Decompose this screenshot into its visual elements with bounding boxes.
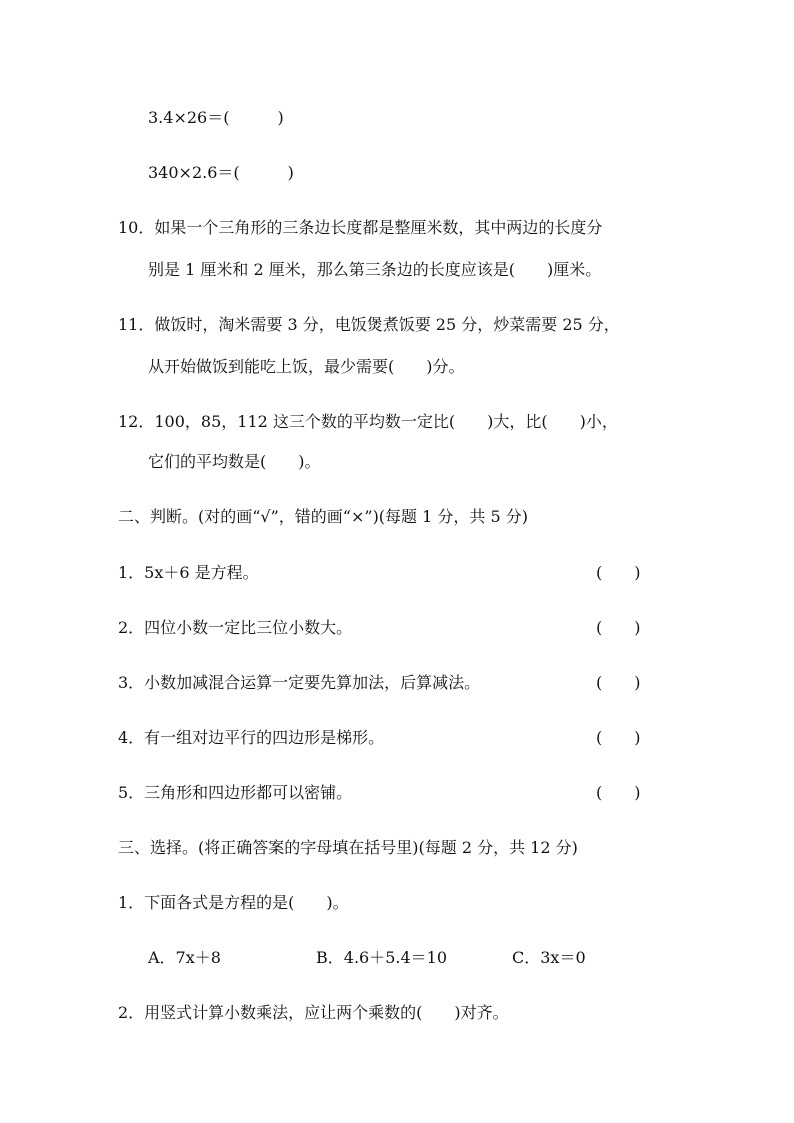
question-10-line-2: 别是 1 厘米和 2 厘米，那么第三条边的长度应该是( )厘米。 <box>148 260 602 279</box>
question-12-line-1: 12．100，85，112 这三个数的平均数一定比( )大，比( )小， <box>118 412 618 431</box>
judge-item-5: 5．三角形和四边形都可以密铺。 <box>118 783 353 802</box>
question-11-line-1: 11．做饭时，淘米需要 3 分，电饭煲煮饭要 25 分，炒菜需要 25 分， <box>118 315 620 334</box>
question-11-line-2: 从开始做饭到能吃上饭，最少需要( )分。 <box>148 357 465 376</box>
choice-question-1-option-c: C．3x＝0 <box>512 948 586 967</box>
judge-item-2: 2．四位小数一定比三位小数大。 <box>118 618 353 637</box>
judge-item-4-answer-bracket: ( ) <box>596 728 641 747</box>
choice-question-2: 2．用竖式计算小数乘法，应让两个乘数的( )对齐。 <box>118 1003 509 1022</box>
judge-item-2-answer-bracket: ( ) <box>596 618 641 637</box>
section-judge-heading: 二、判断。(对的画“√”，错的画“×”)(每题 1 分，共 5 分) <box>118 507 528 526</box>
choice-question-1: 1．下面各式是方程的是( )。 <box>118 893 349 912</box>
question-12-line-2: 它们的平均数是( )。 <box>148 452 321 471</box>
judge-item-4: 4．有一组对边平行的四边形是梯形。 <box>118 728 385 747</box>
choice-question-1-option-a: A．7x＋8 <box>148 948 221 967</box>
calc-line-1: 3.4×26＝( ) <box>148 108 284 127</box>
question-10-line-1: 10．如果一个三角形的三条边长度都是整厘米数，其中两边的长度分 <box>118 218 603 237</box>
judge-item-1-answer-bracket: ( ) <box>596 563 641 582</box>
judge-item-5-answer-bracket: ( ) <box>596 783 641 802</box>
section-choice-heading: 三、选择。(将正确答案的字母填在括号里)(每题 2 分，共 12 分) <box>118 838 578 857</box>
judge-item-3-answer-bracket: ( ) <box>596 673 641 692</box>
choice-question-1-option-b: B．4.6＋5.4＝10 <box>316 948 448 967</box>
calc-line-2: 340×2.6＝( ) <box>148 163 294 182</box>
judge-item-1: 1．5x＋6 是方程。 <box>118 563 259 582</box>
judge-item-3: 3．小数加减混合运算一定要先算加法，后算减法。 <box>118 673 481 692</box>
